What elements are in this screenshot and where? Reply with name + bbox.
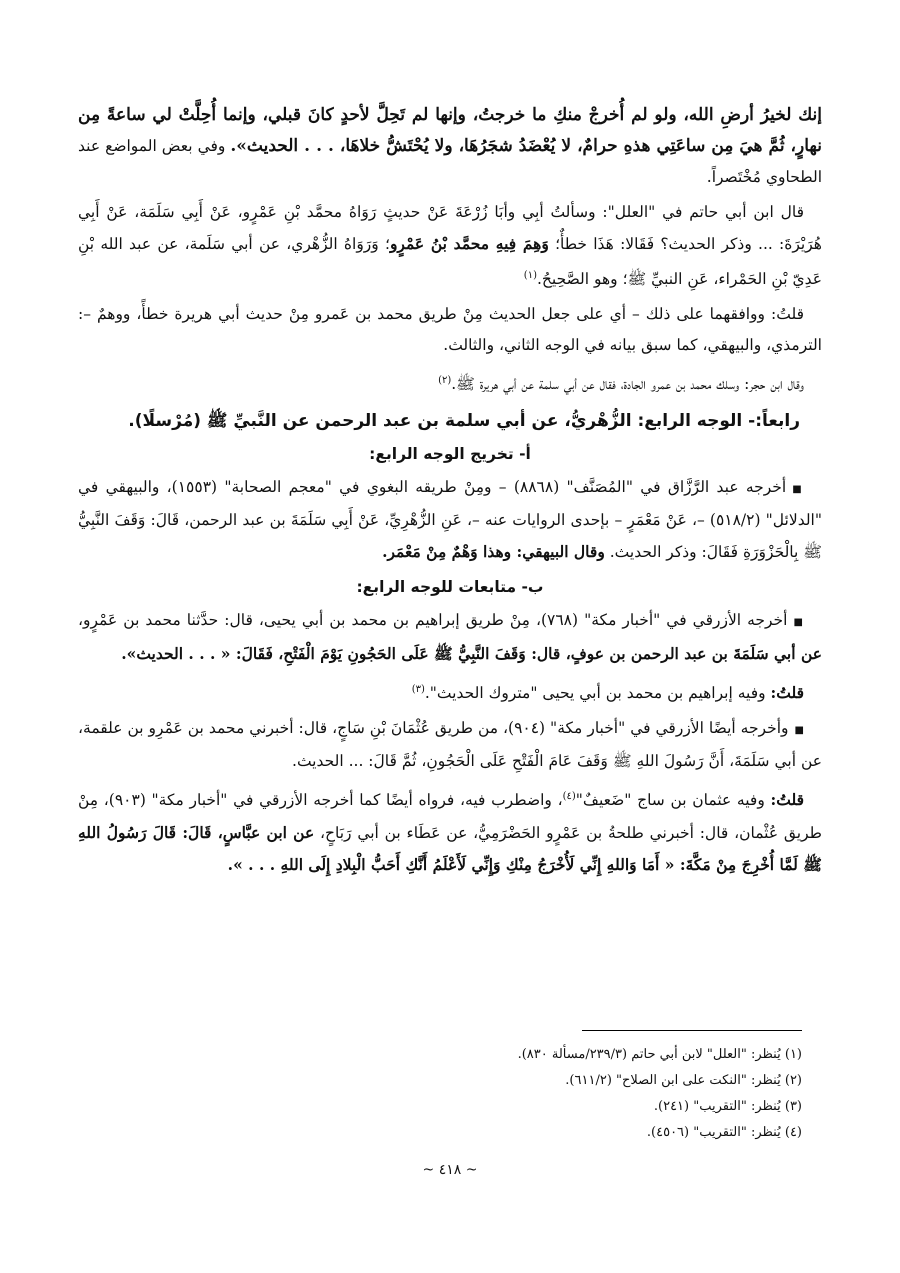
subheading-mutabaat: ب- متابعات للوجه الرابع: [356, 578, 544, 597]
paragraph-5 [78, 472, 822, 568]
paragraph-7 [78, 674, 822, 709]
page-number: ~ ٤١٨ ~ [422, 1162, 478, 1178]
paragraph-1-tail: وفي بعض المواضع عند الطحاوي مُخْتَصراً. [78, 137, 822, 186]
paragraph-9-text-c: ، واضطرب فيه، فرواه أيضًا كما أخرجه الأزرقي في "أخبار مكة" (٩٠٣)، مِنْ طريق عُثْمان، قال: أخبرني طلحةُ بن عَمْرٍو الحَضْرَمِيُّ، عن عَطَاء بن أبي رَبَاحٍ، [78, 791, 822, 842]
section-heading-fourth-aspect: رابعاً:- الوجه الرابع: الزُّهْريُّ، عن أبي سلمة بن عبد الرحمن عن النَّبيِّ ﷺ (مُرْسلًا). [128, 411, 800, 432]
paragraph-4-text: وقال ابن حجر: وسلك محمد بن عمرو الجادة، فقال عن أبي سلمة عن أبي هريرة ﷺ. [451, 375, 804, 394]
paragraph-9-bold: عن ابن عبَّاسٍ، قَالَ: قَالَ رَسُولُ اللهِ ﷺ لَمَّا أُخْرِجَ مِنْ مَكَّةَ: « أَمَا وَاللهِ إِنِّي لَأُخْرَجُ مِنْكِ وَإِنِّي لَأَعْلَمُ أَنَّكِ أَحَبُّ الْبِلادِ إِلَى اللهِ . . . ». [78, 822, 822, 874]
paragraph-7-label: قلتُ: [770, 683, 804, 703]
paragraph-5-bold: وقال البيهقي: وهذا وَهْمٌ مِنْ مَعْمَر. [382, 542, 605, 562]
paragraph-2 [78, 197, 822, 295]
footnote-ref-3: (٣) [411, 684, 425, 696]
paragraph-2-text-a: قال ابن أبي حاتم في "العلل": وسألتُ أبِي وأبَا زُرْعَةَ عَنْ حديثٍ رَوَاهُ محمَّد بْنِ عَمْرٍو، عَنْ أَبِي سَلَمَة، عَنْ أَبِي هُرَيْرَةَ: ... وذكر الحديث؟ فَقَالا: هَذَا خطأٌ؛ [78, 203, 822, 253]
paragraph-2-text-c: ؛ وَرَوَاهُ الزُّهْري، عن أبي سَلَمة، عن عبد الله بْنِ عَدِيّ بْنِ الحَمْراء، عَنِ النبيِّ ﷺ؛ وهو الصَّحِيحُ. [78, 235, 822, 289]
paragraph-4 [78, 365, 822, 400]
paragraph-1 [78, 100, 822, 193]
footnote-item: (٤) يُنظر: "التقريب" (٤٥٠٦). [646, 1125, 802, 1140]
hadith-quote: إنك لخيرُ أرضِ الله، ولو لم أُخرجْ منكِ ما خرجتُ، وإنها لم تَحِلَّ لأحدٍ كانَ قبلي، وإنما أُحِلَّتْ لي ساعةً مِن نهارٍ، ثُمَّ هيَ مِن ساعَتِي هذهِ حرامٌ، لا يُعْضَدُ شجَرُهَا، ولا يُحْتَشُّ خلاهَا، . . . الحديث». [78, 105, 822, 156]
paragraph-9 [78, 781, 822, 880]
paragraph-2-bold: وَهِمَ فِيهِ محمَّد بْنُ عَمْرٍو [389, 234, 549, 253]
paragraph-8 [78, 713, 822, 777]
bullet-icon: ■ [793, 617, 804, 629]
paragraph-5-text: أخرجه عبد الرَّزَّاق في "المُصَنَّف" (٨٨٦٨) – ومِنْ طريقه البغوي في "معجم الصحابة" (١٥٥٣)، والبيهقي في "الدلائل" (٥١٨/٢) –، عَنْ مَعْمَرٍ – بإحدى الروايات عنه –، عَنِ الزُّهْرِيِّ، عَنْ أَبِي سَلَمَةَ بن عبد الرحمن، قَالَ: وَقَفَ النَّبِيُّ ﷺ بِالْحَزْوَرَةِ فَقَالَ: وذكر الحديث. [78, 478, 822, 562]
paragraph-6-text: أخرجه الأزرقي في "أخبار مكة" (٧٦٨)، مِنْ طريق إبراهيم بن محمد بن أبي يحيى، قال: حدَّثنا محمد بن عَمْرٍو، [78, 611, 788, 630]
footnote-item: (١) يُنظر: "العلل" لابن أبي حاتم (٢٣٩/٣/مسألة ٨٣٠). [517, 1047, 802, 1062]
paragraph-6-bold: عن أبي سَلَمَةَ بن عبد الرحمن بن عوفٍ، قال: وَقَفَ النَّبِيُّ ﷺ عَلَى الحَجُونِ يَوْمَ الْفَتْحِ، فَقَالَ: « . . . الحديث». [121, 644, 822, 664]
paragraph-7-text: وفيه إبراهيم بن محمد بن أبي يحيى "متروك الحديث". [424, 684, 771, 703]
subheading-takhrij: أ- تخريج الوجه الرابع: [369, 445, 531, 464]
footnote-separator [582, 1030, 802, 1031]
paragraph-9-label: قلتُ: [770, 790, 804, 810]
footnote-item: (٢) يُنظر: "النكت على ابن الصلاح" (٦١١/٢). [565, 1073, 802, 1088]
footnote-ref-2: (٢) [438, 375, 452, 387]
footnote-item: (٣) يُنظر: "التقريب" (٢٤١). [653, 1099, 802, 1114]
footnotes [78, 1042, 802, 1146]
main-text [78, 100, 822, 881]
paragraph-3: قلتُ: ووافقهما على ذلك – أي على جعل الحديث مِنْ طريق محمد بن عَمرو مِنْ حديث أبي هريرة خطأً، ووهمٌ –: الترمذي، والبيهقي، كما سبق بيانه في الوجه الثاني، والثالث. [78, 305, 822, 355]
footnote-ref-4: (٤) [562, 791, 576, 803]
paragraph-6 [78, 605, 822, 670]
paragraph-8-text: وأخرجه أيضًا الأزرقي في "أخبار مكة" (٩٠٤)، من طريق عُثْمَانَ بْنِ سَاجٍ، قال: أخبرني محمد بن عَمْرِو بن علقمة، عن أبي سَلَمَةَ، أَنَّ رَسُولَ اللهِ ﷺ وَقَفَ عَامَ الْفَتْحِ عَلَى الْحَجُونِ، ثُمَّ قَالَ: ... الحديث. [78, 719, 822, 771]
bullet-icon: ■ [792, 484, 804, 496]
bullet-icon: ■ [794, 725, 804, 737]
footnote-ref-1: (١) [523, 270, 537, 281]
paragraph-9-text-b: وفيه عثمان بن ساج "ضَعيفٌ" [575, 791, 771, 810]
